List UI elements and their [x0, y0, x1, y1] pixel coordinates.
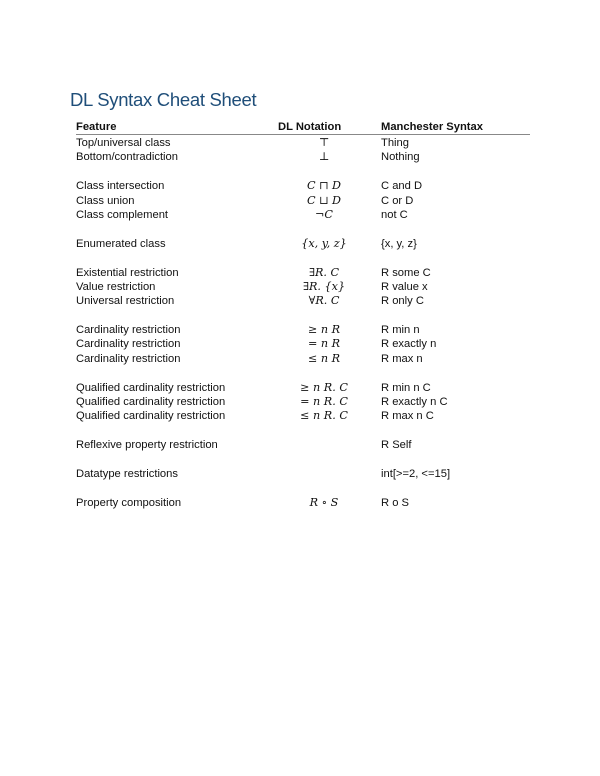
dl-notation-cell: C ⊓ D	[306, 179, 342, 193]
feature-cell: Property composition	[76, 496, 182, 509]
dl-notation-cell: ⊤	[318, 136, 330, 149]
feature-cell: Qualified cardinality restriction	[76, 410, 226, 423]
table-row	[76, 280, 530, 294]
dl-notation-cell: {x, y, z}	[301, 236, 347, 250]
feature-cell: Qualified cardinality restriction	[76, 396, 226, 409]
dl-notation-cell: = n R. C	[300, 395, 348, 409]
feature-cell: Class union	[76, 194, 135, 207]
feature-cell: Cardinality restriction	[76, 352, 181, 365]
dl-notation-cell: R ∘ S	[309, 495, 339, 509]
header-manchester-syntax: Manchester Syntax	[381, 121, 483, 133]
table-row	[76, 323, 530, 337]
feature-cell: Class complement	[76, 208, 169, 221]
feature-cell: Class intersection	[76, 180, 165, 193]
feature-cell: Top/universal class	[76, 137, 171, 149]
feature-cell: Universal restriction	[76, 295, 175, 308]
manchester-cell: int[>=2, <=15]	[381, 467, 451, 480]
dl-notation-cell: ∃R. {x}	[302, 279, 346, 293]
dl-notation-cell: ≥ n R. C	[300, 380, 348, 394]
manchester-cell: R o S	[381, 496, 409, 509]
dl-notation-cell: ∃R. C	[308, 265, 340, 279]
table-row	[76, 194, 530, 208]
manchester-cell: R max n C	[381, 410, 434, 423]
table-row	[76, 179, 530, 193]
manchester-cell: R exactly n C	[381, 396, 448, 409]
feature-cell: Enumerated class	[76, 237, 166, 250]
dl-notation-cell: ∀R. C	[308, 294, 340, 308]
table-row	[76, 496, 530, 510]
manchester-cell: Nothing	[381, 151, 420, 164]
table-row	[76, 136, 530, 150]
table-header-row	[76, 120, 530, 135]
header-dl-notation: DL Notation	[278, 121, 342, 133]
page-title: DL Syntax Cheat Sheet	[70, 89, 257, 110]
manchester-cell: R exactly n	[381, 338, 437, 351]
table-row	[76, 381, 530, 395]
manchester-cell: C or D	[381, 194, 414, 207]
manchester-cell: C and D	[381, 180, 423, 193]
table-row	[76, 395, 530, 409]
table-row	[76, 237, 530, 251]
dl-notation-cell: ⊥	[318, 150, 330, 164]
manchester-cell: R Self	[381, 439, 412, 452]
feature-cell: Datatype restrictions	[76, 467, 178, 480]
manchester-cell: R min n	[381, 324, 420, 337]
feature-cell: Cardinality restriction	[76, 324, 181, 337]
dl-notation-cell: C ⊔ D	[306, 193, 342, 207]
feature-cell: Value restriction	[76, 280, 156, 293]
feature-cell: Existential restriction	[76, 266, 179, 279]
manchester-cell: R only C	[381, 295, 424, 308]
table-row	[76, 467, 530, 481]
dl-notation-cell: ¬C	[315, 207, 333, 221]
table-row	[76, 294, 530, 308]
table-row	[76, 352, 530, 366]
table-row	[76, 208, 530, 222]
dl-notation-cell: ≤ n R	[307, 351, 341, 365]
table-row	[76, 409, 530, 423]
syntax-table	[76, 120, 530, 510]
table-row	[76, 337, 530, 351]
table-row	[76, 438, 530, 452]
feature-cell: Cardinality restriction	[76, 338, 181, 351]
manchester-cell: R min n C	[381, 381, 431, 394]
manchester-cell: not C	[381, 208, 408, 221]
manchester-cell: R max n	[381, 352, 423, 365]
manchester-cell: Thing	[381, 137, 409, 149]
header-feature: Feature	[76, 121, 117, 133]
feature-cell: Qualified cardinality restriction	[76, 381, 226, 394]
dl-notation-cell: ≤ n R. C	[300, 409, 348, 423]
feature-cell: Reflexive property restriction	[76, 439, 218, 452]
feature-cell: Bottom/contradiction	[76, 151, 178, 164]
manchester-cell: R value x	[381, 280, 428, 293]
dl-notation-cell: = n R	[307, 337, 341, 351]
table-row	[76, 150, 530, 164]
manchester-cell: R some C	[381, 266, 431, 279]
dl-notation-cell: ≥ n R	[307, 323, 341, 337]
manchester-cell: {x, y, z}	[381, 237, 417, 250]
table-row	[76, 266, 530, 280]
